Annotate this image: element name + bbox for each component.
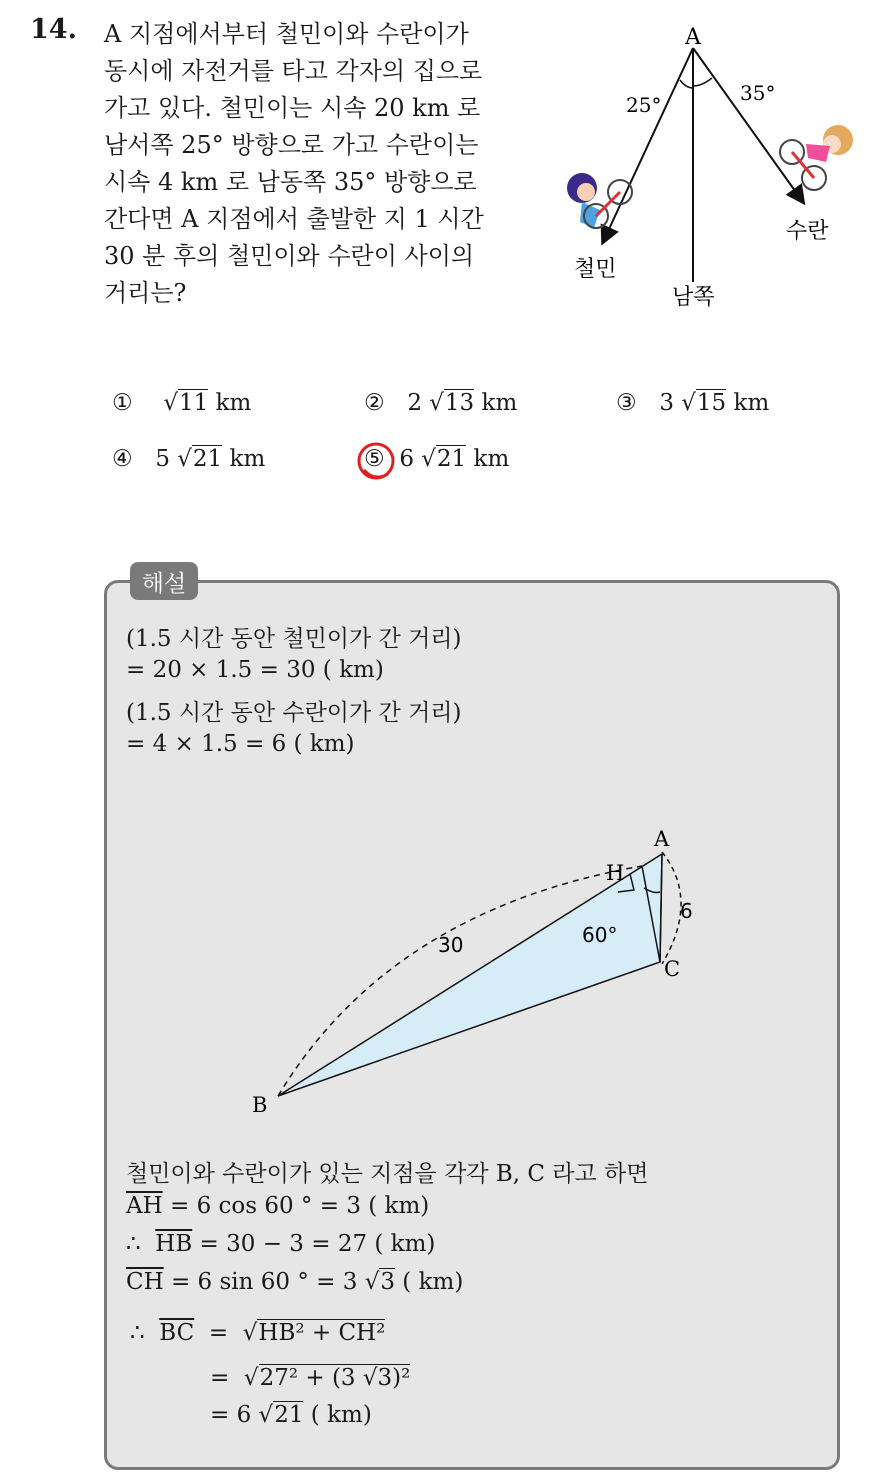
triangle-figure bbox=[240, 830, 710, 1120]
expr: ( km) bbox=[395, 1269, 464, 1295]
solution-line: (1.5 시간 동안 철민이가 간 거리) bbox=[126, 626, 462, 652]
segment-hb: $\overline{HB}$ bbox=[155, 1231, 193, 1257]
label-c: C bbox=[664, 957, 681, 981]
question-line: 동시에 자전거를 타고 각자의 집으로 bbox=[104, 57, 483, 85]
angle-arc-right bbox=[693, 78, 712, 86]
choice-number: ② bbox=[364, 390, 385, 416]
equals: = bbox=[208, 1320, 229, 1346]
choice-unit: km bbox=[229, 446, 266, 472]
expr: = 30 − 3 = 27 ( km) bbox=[192, 1231, 436, 1257]
solution-ah bbox=[126, 1193, 429, 1219]
choice-5[interactable]: ⑤ 6 √21 km bbox=[364, 446, 510, 472]
radicand: 3 bbox=[380, 1269, 395, 1295]
solution-ch: $\overline{CH} = 6$ sin 60 ° = 3 √3 ( km) bbox=[126, 1269, 464, 1295]
choice-coef: 5 bbox=[155, 446, 170, 472]
equals: = bbox=[210, 1402, 230, 1428]
solution-line: = 20 × 1.5 = 30 ( km) bbox=[126, 657, 384, 683]
choice-radicand: 11 bbox=[178, 390, 209, 416]
choice-unit: km bbox=[215, 390, 252, 416]
suran-path bbox=[693, 48, 803, 202]
question-line: A 지점에서부터 철민이와 수란이가 bbox=[104, 20, 469, 48]
segment-ch: $\overline{CH}$ bbox=[126, 1269, 164, 1295]
label-60: 60° bbox=[582, 923, 618, 947]
label-h: H bbox=[606, 861, 625, 885]
solution-bc-final: = 6 √21 ( km) bbox=[210, 1402, 372, 1428]
choice-coef: 3 bbox=[659, 390, 674, 416]
choice-coef: 2 bbox=[407, 390, 422, 416]
solution-bc-step: = √27² + (3 √3)² bbox=[210, 1365, 411, 1391]
radicand: HB² + CH² bbox=[258, 1320, 386, 1346]
angle-arc-left bbox=[680, 80, 693, 88]
choice-4[interactable]: ④ 5 √21 km bbox=[112, 446, 266, 472]
choice-unit: km bbox=[473, 446, 510, 472]
segment-ah: $\overline{AH}$ bbox=[126, 1193, 163, 1219]
solution-line: 철민이와 수란이가 있는 지점을 각각 B, C 라고 하면 bbox=[126, 1161, 649, 1187]
solution-tag: 해설 bbox=[130, 562, 198, 600]
choice-number: ④ bbox=[112, 446, 133, 472]
radicand: 21 bbox=[274, 1402, 304, 1428]
question-line: 30 분 후의 철민이와 수란이 사이의 bbox=[104, 242, 475, 270]
angle-25-label: 25° bbox=[626, 93, 662, 117]
choice-coef: 6 bbox=[399, 446, 414, 472]
choice-radicand: 21 bbox=[192, 446, 223, 472]
choice-radicand: 13 bbox=[444, 390, 475, 416]
choice-2[interactable]: ② 2 √13 km bbox=[364, 390, 518, 416]
question-line: 시속 4 km 로 남동쪽 35° 방향으로 bbox=[104, 168, 477, 196]
therefore-symbol: ∴ bbox=[126, 1231, 141, 1257]
question-line: 간다면 A 지점에서 출발한 지 1 시간 bbox=[104, 205, 484, 233]
cheolmin-label: 철민 bbox=[574, 257, 617, 282]
question-line: 가고 있다. 철민이는 시속 20 km 로 bbox=[104, 94, 481, 122]
cheolmin-path bbox=[603, 48, 693, 242]
choice-unit: km bbox=[733, 390, 770, 416]
answer-circle-mark bbox=[354, 438, 402, 484]
choice-number: ⑤ bbox=[364, 446, 385, 472]
suran-label: 수란 bbox=[786, 219, 829, 244]
label-6: 6 bbox=[680, 899, 693, 923]
radicand: 27² + (3 √3)² bbox=[259, 1365, 411, 1391]
dashed-arc-6 bbox=[662, 852, 681, 964]
choice-radicand: 15 bbox=[696, 390, 727, 416]
question-line: 거리는? bbox=[104, 279, 187, 307]
choice-3[interactable]: ③ 3 √15 km bbox=[616, 390, 770, 416]
therefore-symbol: ∴ bbox=[130, 1320, 145, 1346]
question-line: 남서쪽 25° 방향으로 가고 수란이는 bbox=[104, 131, 479, 159]
triangle-abc bbox=[278, 854, 662, 1096]
equals: = bbox=[210, 1365, 230, 1391]
segment-bc: $\overline{BC}$ bbox=[159, 1320, 195, 1346]
solution-line: (1.5 시간 동안 수란이가 간 거리) bbox=[126, 700, 462, 726]
south-label: 남쪽 bbox=[672, 285, 715, 310]
solution-hb bbox=[126, 1231, 435, 1257]
direction-figure bbox=[530, 20, 870, 320]
label-30: 30 bbox=[438, 933, 464, 957]
question-number: 14. bbox=[30, 14, 77, 45]
choice-radicand: 21 bbox=[436, 446, 467, 472]
expr: = 6 cos 60 ° = 3 ( km) bbox=[162, 1193, 430, 1219]
choice-unit: km bbox=[481, 390, 518, 416]
label-a: A bbox=[654, 830, 670, 851]
label-b: B bbox=[252, 1093, 268, 1117]
expr: = 6 sin 60 ° = 3 bbox=[163, 1269, 365, 1295]
point-a-label: A bbox=[685, 25, 701, 50]
angle-35-label: 35° bbox=[740, 81, 776, 105]
solution-bc: ∴ $\overline{BC} = √HB^2 + CH^2$ bbox=[130, 1320, 386, 1346]
choice-1[interactable]: ① √11 km bbox=[112, 390, 252, 416]
choice-number: ① bbox=[112, 390, 133, 416]
unit: ( km) bbox=[303, 1402, 372, 1428]
choice-number: ③ bbox=[616, 390, 637, 416]
solution-line: = 4 × 1.5 = 6 ( km) bbox=[126, 731, 355, 757]
coef: 6 bbox=[236, 1402, 259, 1428]
cyclist-girl-illustration bbox=[780, 125, 853, 190]
